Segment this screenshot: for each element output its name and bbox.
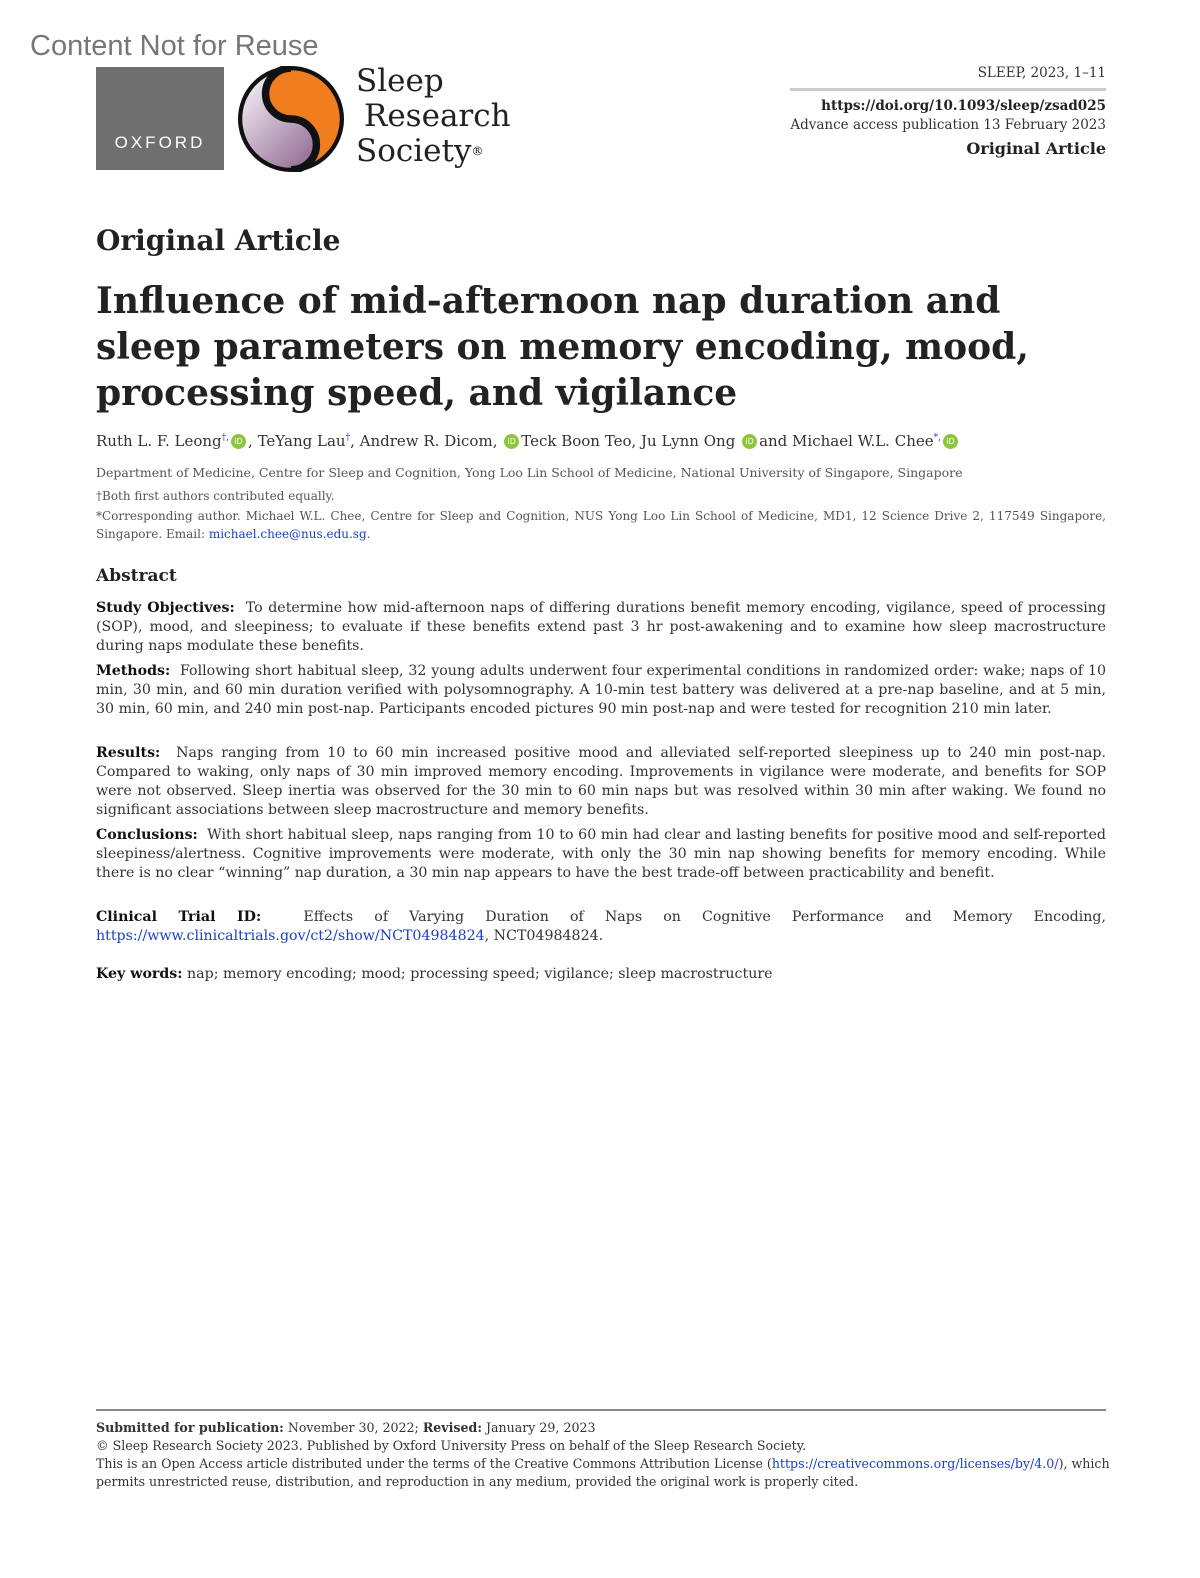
copyright-line: © Sleep Research Society 2023. Published by Oxford University Press on behalf of the Sleep Research Society. (96, 1438, 807, 1453)
keywords (96, 965, 1106, 984)
email-suffix: . (366, 527, 371, 541)
license-line (96, 1455, 1110, 1473)
abstract-study-objectives (96, 599, 1106, 656)
section-text: With short habitual sleep, naps ranging from 10 to 60 min had clear and lasting benefits for positive mood and self-reported sleepiness/alertness. Cognitive improvements were moderate, with only the 30 min nap showing benefits for memory encoding. While there is no clear “winning” nap duration, a 30 min nap appears to have the best trade-off between practicability and benefit. (96, 827, 1106, 881)
author-mark: †, (221, 433, 230, 443)
article-title: Influence of mid-afternoon nap duration and sleep parameters on memory encoding, mood, processing speed, and vigilance (96, 280, 1029, 414)
society-name-line-2: Research (364, 98, 511, 134)
abstract-heading: Abstract (96, 566, 177, 586)
author-mark: *, (933, 433, 941, 443)
revised-date: January 29, 2023 (485, 1420, 596, 1435)
society-name (356, 64, 511, 169)
equal-contribution-note: †Both first authors contributed equally. (96, 489, 335, 503)
author-name[interactable]: Andrew R. Dicom (359, 432, 493, 450)
corresponding-author-text: *Corresponding author. Michael W.L. Chee, Centre for Sleep and Cognition, NUS Yong Loo Lin School of Medicine, MD1, 12 Science Drive 2, 117549 Singapore, Singapore. Email: (96, 509, 1106, 541)
section-label: Study Objectives: (96, 600, 235, 616)
license-text: This is an Open Access article distributed under the terms of the Creative Commons Attribution License ( (96, 1456, 772, 1471)
doi-link[interactable]: https://doi.org/10.1093/sleep/zsad025 (821, 98, 1106, 114)
author-separator: , (248, 432, 258, 450)
orcid-icon[interactable]: iD (742, 434, 757, 449)
author-name[interactable]: and Michael W.L. Chee (759, 432, 934, 450)
advance-access: Advance access publication 13 February 2023 (790, 117, 1106, 133)
section-text: Effects of Varying Duration of Naps on Cognitive Performance and Memory Encoding, (303, 909, 1106, 925)
sleep-research-society-logo-icon (238, 66, 344, 172)
footer (96, 1419, 1110, 1491)
clinical-trial-suffix: , NCT04984824. (484, 928, 604, 944)
author-separator: , (631, 432, 642, 450)
email-link[interactable]: michael.chee@nus.edu.sg (208, 527, 367, 541)
section-text: Following short habitual sleep, 32 young adults underwent four experimental conditions in randomized order: wake; naps of 10 min, 30 min, and 60 min duration verified with polysomnography. A 10-min test battery was delivered at a pre-nap baseline, and at 5 min, 30 min, 60 min, and 240 min post-nap. Participants encoded pictures 90 min post-nap and were tested for recognition 210 min later. (96, 663, 1106, 717)
revised-label: Revised: (422, 1420, 482, 1435)
oxford-logo (96, 67, 224, 170)
registered-mark: ® (471, 144, 484, 158)
orcid-icon[interactable]: iD (943, 434, 958, 449)
article-type-heading: Original Article (96, 224, 341, 257)
clinical-trial-link[interactable]: https://www.clinicaltrials.gov/ct2/show/NCT04984824 (96, 928, 485, 944)
society-name-line-1: Sleep (356, 63, 444, 99)
license-suffix: ), which (1058, 1456, 1110, 1471)
footer-divider (96, 1409, 1106, 1411)
keywords-text: nap; memory encoding; mood; processing speed; vigilance; sleep macrostructure (187, 966, 773, 982)
affiliation: Department of Medicine, Centre for Sleep and Cognition, Yong Loo Lin School of Medicine, National University of Singapore, Singapore (96, 465, 963, 480)
author-name[interactable]: Teck Boon Teo (521, 432, 632, 450)
license-line-2: permits unrestricted reuse, distribution, and reproduction in any medium, provided the original work is properly cited. (96, 1474, 859, 1489)
section-label: Methods: (96, 663, 171, 679)
article-type-label: Original Article (966, 139, 1106, 158)
author-name[interactable]: TeYang Lau (257, 432, 346, 450)
journal-citation: SLEEP, 2023, 1–11 (790, 64, 1106, 91)
orcid-icon[interactable]: iD (504, 434, 519, 449)
section-label: Results: (96, 745, 161, 761)
section-text: Naps ranging from 10 to 60 min increased positive mood and alleviated self-reported sleepiness up to 240 min post-nap. Compared to waking, only naps of 30 min improved memory encoding. Improvements in vigilance were moderate, and benefits for SOP were not observed. Sleep inertia was observed for the 30 min to 60 min naps but was resolved within 30 min after waking. We found no significant associations between sleep macrostructure and memory benefits. (96, 745, 1106, 818)
oxford-logo-text: OXFORD (114, 133, 206, 152)
keywords-label: Key words: (96, 966, 183, 982)
section-label: Clinical Trial ID: (96, 909, 262, 925)
license-link[interactable]: https://creativecommons.org/licenses/by/4.0/ (771, 1456, 1059, 1471)
orcid-icon[interactable]: iD (231, 434, 246, 449)
submitted-label: Submitted for publication: (96, 1420, 284, 1435)
submitted-date: November 30, 2022; (287, 1420, 419, 1435)
section-label: Conclusions: (96, 827, 198, 843)
corresponding-author-note (96, 507, 1106, 543)
journal-meta (790, 64, 1106, 158)
abstract-results (96, 744, 1106, 820)
author-name[interactable]: Ruth L. F. Leong (96, 432, 222, 450)
society-name-line-3: Society (356, 133, 472, 169)
submission-dates (96, 1419, 1106, 1437)
author-name[interactable]: Ju Lynn Ong (641, 432, 736, 450)
author-separator: , (492, 432, 503, 450)
author-separator: , (350, 432, 360, 450)
abstract-methods (96, 662, 1106, 719)
watermark: Content Not for Reuse (30, 30, 319, 62)
abstract-conclusions (96, 826, 1106, 883)
section-text: To determine how mid-afternoon naps of differing durations benefit memory encoding, vigilance, speed of processing (SOP), mood, and sleepiness; to evaluate if these benefits extend past 3 hr post-awakening and to examine how sleep macrostructure during naps modulate these benefits. (96, 600, 1106, 654)
abstract-clinical-trial (96, 908, 1106, 946)
author-mark: † (345, 433, 351, 443)
author-list (96, 426, 1106, 453)
